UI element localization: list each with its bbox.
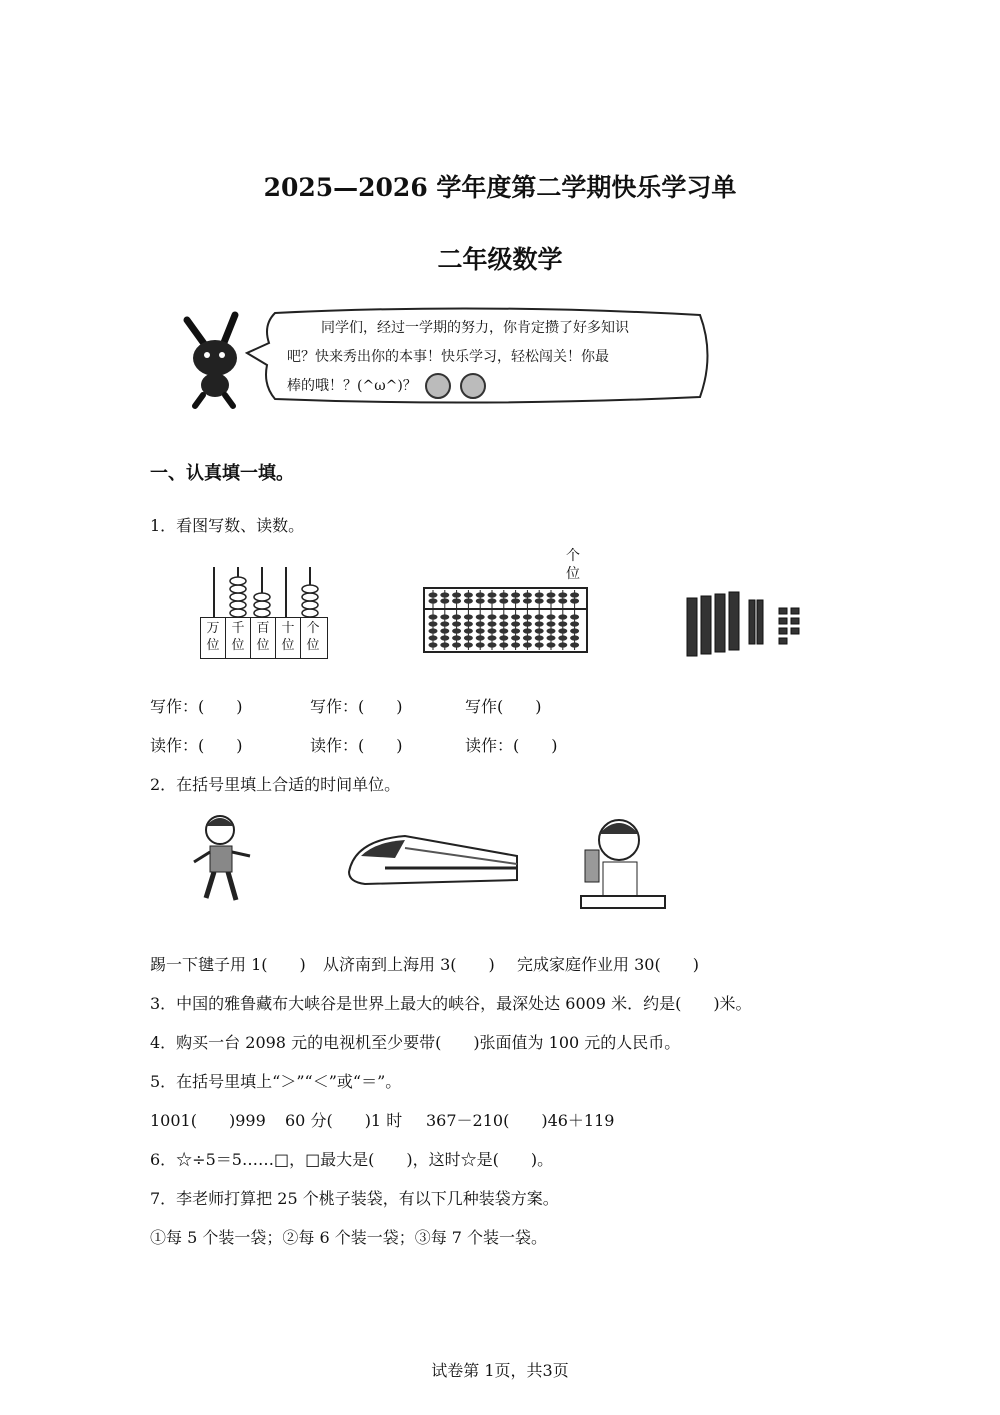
q2-answer-3[interactable]: 完成家庭作业用 30( ) xyxy=(517,955,699,974)
read-answer-3[interactable]: 读作：( ) xyxy=(465,736,558,755)
page-footer: 试卷第 1页，共3页 xyxy=(431,1361,569,1380)
q5-item-2[interactable]: 60 分( )1 时 xyxy=(285,1111,403,1130)
place-label: 十位 xyxy=(276,618,301,658)
place-value-abacus-image xyxy=(200,567,328,659)
page-title: 2025—2026 学年度第二学期快乐学习单 xyxy=(263,173,737,202)
rabbit-mascot-image xyxy=(175,310,255,410)
bubble-line-1: 同学们，经过一学期的努力，你肯定攒了好多知识 xyxy=(321,320,629,336)
read-answer-1[interactable]: 读作：( ) xyxy=(150,736,243,755)
suanpan-abacus-image xyxy=(423,587,588,653)
girl-kicking-shuttlecock-image xyxy=(188,808,256,908)
write-answer-3[interactable]: 写作( ) xyxy=(465,697,542,716)
place-label: 个位 xyxy=(306,621,320,653)
read-row xyxy=(150,733,558,756)
bubble-line-3: 棒的哦！？(^ω^)？ xyxy=(287,378,417,394)
bullet-train-image xyxy=(345,828,520,890)
write-answer-2[interactable]: 写作：( ) xyxy=(310,697,403,716)
boy-doing-homework-image xyxy=(575,810,667,914)
question-3: 3．中国的雅鲁藏布大峡谷是世界上最大的峡谷，最深处达 6009 米．约是( )米。 xyxy=(150,994,752,1013)
q2-answer-row xyxy=(150,952,699,975)
write-answer-1[interactable]: 写作：( ) xyxy=(150,697,243,716)
smiley-icon xyxy=(460,373,486,399)
q5-item-3[interactable]: 367－210( )46＋119 xyxy=(426,1111,615,1130)
bubble-line-2: 吧？快来秀出你的本事！快乐学习，轻松闯关！你最 xyxy=(287,349,609,365)
question-7: 7．李老师打算把 25 个桃子装袋，有以下几种装袋方案。 xyxy=(150,1189,559,1208)
page-subtitle: 二年级数学 xyxy=(437,245,563,274)
abacus-label: 个位 xyxy=(566,548,580,582)
smiley-icon xyxy=(425,373,451,399)
place-label: 万位 xyxy=(201,618,226,658)
question-4: 4．购买一台 2098 元的电视机至少要带( )张面值为 100 元的人民币。 xyxy=(150,1033,681,1052)
place-label: 百位 xyxy=(251,618,276,658)
question-1: 1．看图写数、读数。 xyxy=(150,516,305,535)
question-7-options: ①每 5 个装一袋；②每 6 个装一袋；③每 7 个装一袋。 xyxy=(150,1228,548,1247)
speech-bubble-text xyxy=(287,314,697,401)
base-ten-blocks-image xyxy=(685,590,805,660)
q2-answer-2[interactable]: 从济南到上海用 3( ) xyxy=(323,955,495,974)
q2-answer-1[interactable]: 踢一下毽子用 1( ) xyxy=(150,955,306,974)
q5-items-row xyxy=(150,1108,614,1131)
question-5: 5．在括号里填上“＞”“＜”或“＝”。 xyxy=(150,1072,402,1091)
q5-item-1[interactable]: 1001( )999 xyxy=(150,1111,266,1130)
read-answer-2[interactable]: 读作：( ) xyxy=(310,736,403,755)
question-6: 6．☆÷5＝5……□，□最大是( )，这时☆是( )。 xyxy=(150,1150,554,1169)
section-heading: 一、认真填一填。 xyxy=(150,463,294,484)
place-label: 千位 xyxy=(226,618,251,658)
write-row xyxy=(150,694,542,717)
question-2: 2．在括号里填上合适的时间单位。 xyxy=(150,775,401,794)
